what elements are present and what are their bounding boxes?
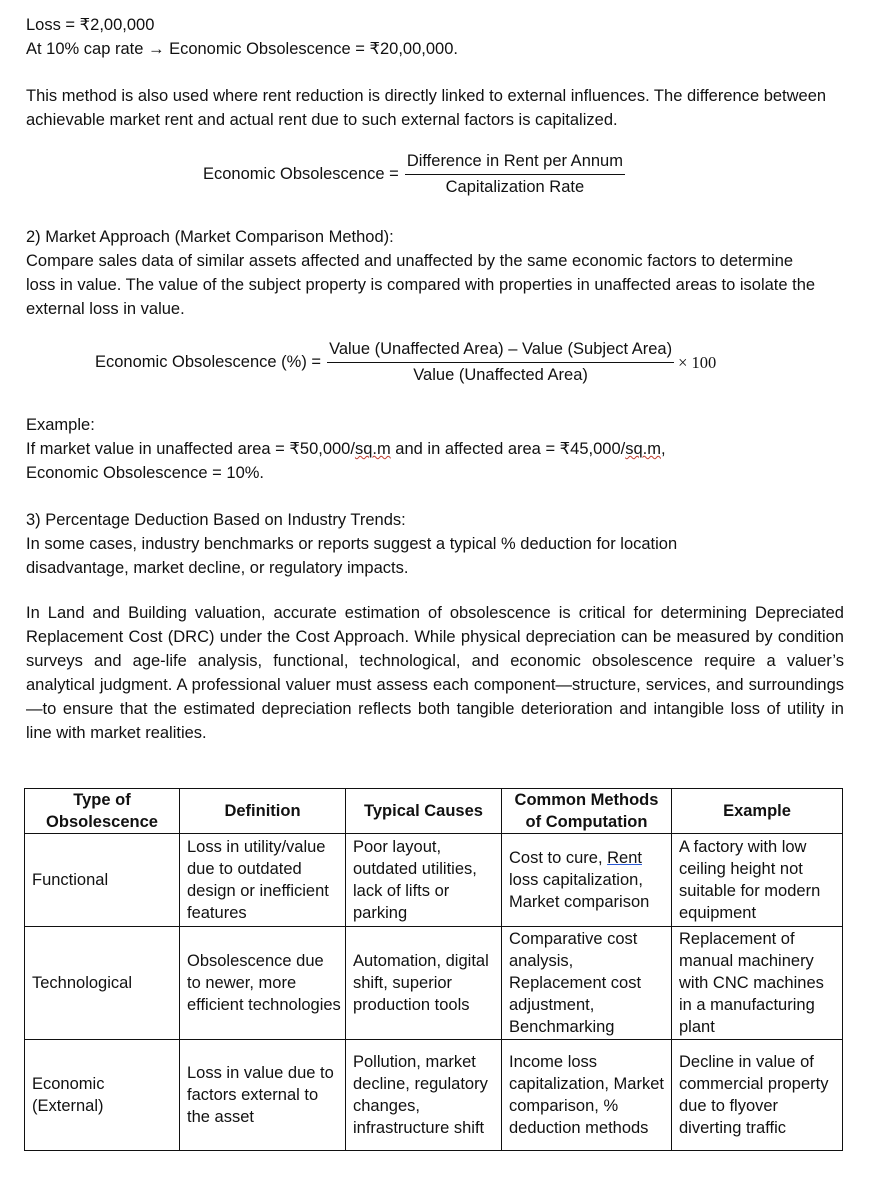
cell-causes: Poor layout, outdated utilities, lack of lifts or parking xyxy=(346,834,502,927)
cell-methods: Comparative cost analysis, Replacement cost adjustment, Benchmarking xyxy=(502,927,672,1040)
table-row xyxy=(25,834,843,927)
cap-rate-line: At 10% cap rate → Economic Obsolescence = ₹20,00,000. xyxy=(26,40,458,58)
formula-multiplier: × 100 xyxy=(678,352,717,372)
cell-definition: Loss in utility/value due to outdated design or inefficient features xyxy=(180,834,346,927)
cell-type: Economic (External) xyxy=(25,1040,180,1151)
example-text: , xyxy=(660,440,666,458)
formula-lhs: Economic Obsolescence = xyxy=(203,165,399,183)
formula-numerator: Difference in Rent per Annum xyxy=(405,152,625,175)
conclusion-paragraph: In Land and Building valuation, accurate estimation of obsolescence is critical for determining Depreciated Replacement Cost (DRC) under the Cost Approach. While physical depreciation can be measured by condition surveys and age-life analysis, functional, technological, and economic obsolescence require a valuer’s analytical judgment. A professional valuer must assess each component—structure, services, and surroundings—to ensure that the estimated depreciation reflects both tangible deterioration and intangible loss of utility in line with market realities. xyxy=(26,604,844,742)
example-result-line: Economic Obsolescence = 10%. xyxy=(26,464,265,482)
formula-fraction xyxy=(405,152,625,197)
rent-capitalization-formula xyxy=(203,152,625,197)
cell-type: Technological xyxy=(25,927,180,1040)
market-approach-heading: 2) Market Approach (Market Comparison Method): xyxy=(26,228,394,246)
methods-text: Cost to cure, xyxy=(509,849,608,867)
unit-sqm: sq.m xyxy=(625,440,661,458)
cell-example: A factory with low ceiling height not suitable for modern equipment xyxy=(672,834,843,927)
header-example: Example xyxy=(672,789,843,834)
cell-example: Replacement of manual machinery with CNC machines in a manufacturing plant xyxy=(672,927,843,1040)
market-approach-body: Compare sales data of similar assets affected and unaffected by the same economic factors to determine loss in value. The value of the subject property is compared with properties in unaffected areas to isolate the external loss in value. xyxy=(26,252,816,318)
percentage-deduction-heading: 3) Percentage Deduction Based on Industry Trends: xyxy=(26,511,406,529)
example-text: If market value in unaffected area = ₹50,000/ xyxy=(26,440,355,458)
table-header-row xyxy=(25,789,843,834)
percentage-deduction-body: In some cases, industry benchmarks or reports suggest a typical % deduction for location disadvantage, market decline, or regulatory impacts. xyxy=(26,535,678,577)
header-type: Type of Obsolescence xyxy=(25,789,180,834)
formula-numerator: Value (Unaffected Area) – Value (Subject Area) xyxy=(327,340,674,363)
formula-denominator: Value (Unaffected Area) xyxy=(413,366,588,384)
table-row xyxy=(25,927,843,1040)
example-text: and in affected area = ₹45,000/ xyxy=(390,440,626,458)
header-definition: Definition xyxy=(180,789,346,834)
formula-fraction xyxy=(327,340,674,385)
market-comparison-formula xyxy=(95,340,716,385)
cell-causes: Automation, digital shift, superior production tools xyxy=(346,927,502,1040)
header-causes: Typical Causes xyxy=(346,789,502,834)
cell-definition: Loss in value due to factors external to the asset xyxy=(180,1040,346,1151)
example-values-line xyxy=(26,437,666,461)
methods-underlined: Rent xyxy=(607,849,642,867)
obsolescence-table xyxy=(24,788,843,1151)
formula-lhs: Economic Obsolescence (%) = xyxy=(95,353,322,371)
cell-type: Functional xyxy=(25,834,180,927)
cell-methods xyxy=(502,834,672,927)
table-row xyxy=(25,1040,843,1151)
header-methods: Common Methods of Computation xyxy=(502,789,672,834)
unit-sqm: sq.m xyxy=(354,440,391,458)
methods-text: loss capitalization, Market comparison xyxy=(509,871,650,911)
cell-example: Decline in value of commercial property due to flyover diverting traffic xyxy=(672,1040,843,1151)
formula-denominator: Capitalization Rate xyxy=(445,178,585,196)
cell-definition: Obsolescence due to newer, more efficient technologies xyxy=(180,927,346,1040)
cell-causes: Pollution, market decline, regulatory changes, infrastructure shift xyxy=(346,1040,502,1151)
example-label: Example: xyxy=(26,416,95,434)
loss-line: Loss = ₹2,00,000 xyxy=(26,16,155,34)
rent-paragraph: This method is also used where rent reduction is directly linked to external influences. The difference between achievable market rent and actual rent due to such external factors is capitalized. xyxy=(26,87,827,129)
cell-methods: Income loss capitalization, Market comparison, % deduction methods xyxy=(502,1040,672,1151)
